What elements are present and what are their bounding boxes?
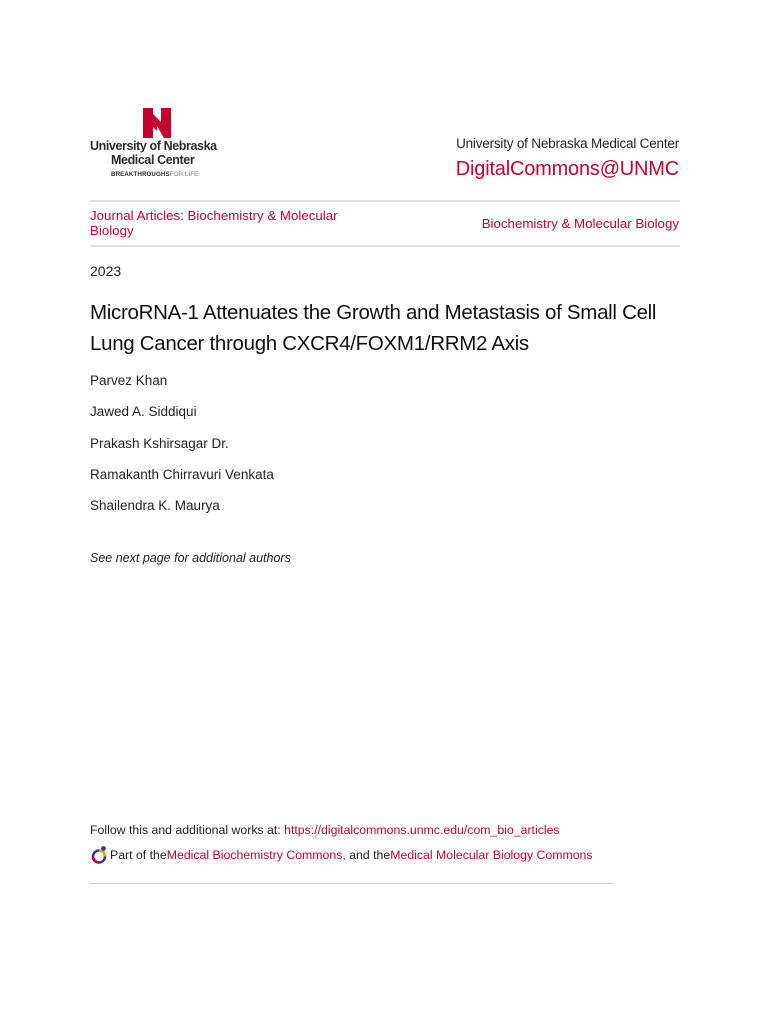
repository-link[interactable]: DigitalCommons@UNMC bbox=[455, 158, 679, 180]
logo-tagline-light: FOR LIFE bbox=[169, 171, 199, 178]
logo-university-text: University of Nebraska bbox=[90, 139, 217, 153]
department-link[interactable]: Biochemistry & Molecular Biology bbox=[481, 216, 679, 231]
unmc-logo[interactable] bbox=[90, 106, 230, 182]
author-list bbox=[90, 372, 274, 528]
publication-year: 2023 bbox=[90, 263, 122, 279]
top-divider bbox=[90, 200, 680, 202]
logo-tagline-bold: BREAKTHROUGHS bbox=[111, 171, 170, 178]
follow-line bbox=[90, 823, 560, 837]
author-item[interactable]: Parvez Khan bbox=[90, 373, 168, 388]
part-of-line bbox=[90, 845, 593, 865]
footer-divider bbox=[90, 883, 613, 884]
author-item[interactable]: Ramakanth Chirravuri Venkata bbox=[90, 466, 274, 482]
collection-url-link[interactable]: https://digitalcommons.unmc.edu/com_bio_articles bbox=[284, 823, 560, 837]
part-of-prefix: Part of the bbox=[110, 848, 167, 862]
medical-biochemistry-commons-link[interactable]: Medical Biochemistry Commons bbox=[166, 848, 343, 862]
part-of-middle: , and the bbox=[342, 848, 391, 862]
logo-medical-center-text: Medical Center bbox=[111, 153, 195, 167]
unmc-n-mark-icon bbox=[140, 106, 174, 140]
institution-name: University of Nebraska Medical Center bbox=[456, 136, 679, 151]
author-item[interactable]: Prakash Kshirsagar Dr. bbox=[90, 435, 229, 451]
article-title: MicroRNA-1 Attenuates the Growth and Metastasis of Small Cell Lung Cancer through CXCR4/FOXM1/RRM2 Axis bbox=[90, 301, 657, 355]
logo-tagline bbox=[111, 171, 198, 178]
bepress-commons-icon bbox=[90, 845, 108, 865]
series-link[interactable]: Journal Articles: Biochemistry & Molecular Biology bbox=[90, 208, 338, 238]
medical-molecular-biology-commons-link[interactable]: Medical Molecular Biology Commons bbox=[390, 848, 593, 862]
mid-divider bbox=[90, 245, 680, 247]
additional-authors-note: See next page for additional authors bbox=[90, 551, 291, 565]
author-item[interactable]: Shailendra K. Maurya bbox=[90, 498, 220, 514]
follow-text: Follow this and additional works at: bbox=[90, 823, 285, 837]
author-item[interactable]: Jawed A. Siddiqui bbox=[90, 404, 197, 420]
